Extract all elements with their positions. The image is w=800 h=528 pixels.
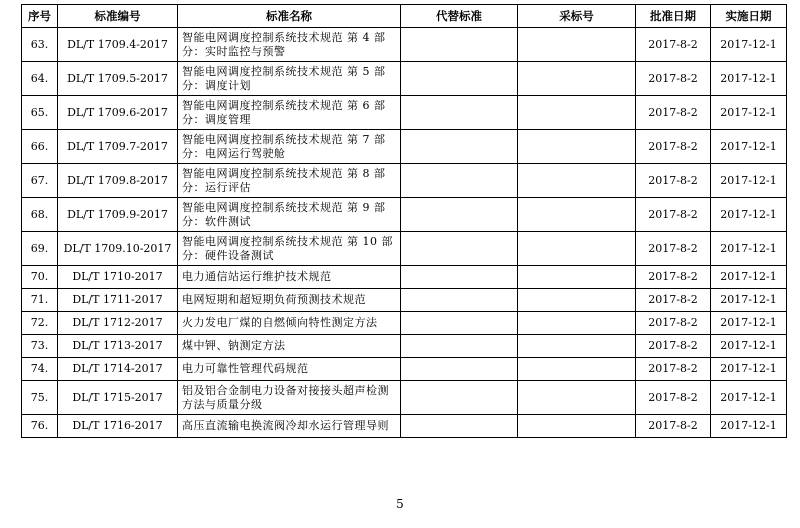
header-name: 标准名称 — [178, 5, 401, 28]
cell-code: DL/T 1709.9-2017 — [58, 198, 178, 232]
cell-code: DL/T 1709.5-2017 — [58, 62, 178, 96]
name-line-1: 智能电网调度控制系统技术规范 第 9 部 — [182, 200, 386, 214]
cell-seq: 74. — [22, 358, 58, 381]
cell-code: DL/T 1715-2017 — [58, 381, 178, 415]
cell-implement-date: 2017-12-1 — [711, 381, 787, 415]
cell-code: DL/T 1714-2017 — [58, 358, 178, 381]
cell-replace — [401, 289, 518, 312]
name-line-1: 高压直流输电换流阀冷却水运行管理导则 — [182, 419, 389, 432]
cell-code: DL/T 1709.8-2017 — [58, 164, 178, 198]
cell-adopt — [518, 358, 636, 381]
table-row — [22, 312, 787, 335]
name-line-1: 智能电网调度控制系统技术规范 第 4 部 — [182, 30, 386, 44]
name-line-2: 方法与质量分级 — [182, 397, 263, 411]
standards-table — [21, 4, 787, 438]
cell-seq: 65. — [22, 96, 58, 130]
cell-code: DL/T 1716-2017 — [58, 415, 178, 438]
cell-implement-date: 2017-12-1 — [711, 266, 787, 289]
cell-replace — [401, 312, 518, 335]
cell-replace — [401, 266, 518, 289]
cell-name — [178, 198, 401, 232]
name-line-2: 分：电网运行驾驶舱 — [182, 146, 286, 160]
cell-seq: 72. — [22, 312, 58, 335]
header-approve-date: 批准日期 — [636, 5, 711, 28]
cell-code: DL/T 1709.10-2017 — [58, 232, 178, 266]
cell-adopt — [518, 130, 636, 164]
cell-approve-date: 2017-8-2 — [636, 130, 711, 164]
table-row — [22, 164, 787, 198]
cell-seq: 71. — [22, 289, 58, 312]
table-row — [22, 198, 787, 232]
cell-approve-date: 2017-8-2 — [636, 335, 711, 358]
cell-implement-date: 2017-12-1 — [711, 164, 787, 198]
table-row — [22, 232, 787, 266]
cell-implement-date: 2017-12-1 — [711, 28, 787, 62]
cell-seq: 76. — [22, 415, 58, 438]
cell-name — [178, 130, 401, 164]
table-row — [22, 62, 787, 96]
name-line-1: 电网短期和超短期负荷预测技术规范 — [182, 293, 366, 306]
table-row — [22, 415, 787, 438]
cell-seq: 73. — [22, 335, 58, 358]
cell-approve-date: 2017-8-2 — [636, 28, 711, 62]
cell-approve-date: 2017-8-2 — [636, 96, 711, 130]
cell-adopt — [518, 96, 636, 130]
cell-name — [178, 266, 401, 289]
cell-code: DL/T 1709.6-2017 — [58, 96, 178, 130]
cell-approve-date: 2017-8-2 — [636, 312, 711, 335]
name-line-2: 分：实时监控与预警 — [182, 44, 286, 58]
cell-replace — [401, 62, 518, 96]
cell-implement-date: 2017-12-1 — [711, 415, 787, 438]
cell-seq: 63. — [22, 28, 58, 62]
table-row — [22, 335, 787, 358]
name-line-1: 智能电网调度控制系统技术规范 第 10 部 — [182, 234, 393, 248]
cell-replace — [401, 358, 518, 381]
table-row — [22, 130, 787, 164]
cell-replace — [401, 198, 518, 232]
name-line-1: 火力发电厂煤的自燃倾向特性测定方法 — [182, 316, 378, 329]
cell-implement-date: 2017-12-1 — [711, 62, 787, 96]
cell-approve-date: 2017-8-2 — [636, 358, 711, 381]
header-code: 标准编号 — [58, 5, 178, 28]
cell-name — [178, 358, 401, 381]
cell-approve-date: 2017-8-2 — [636, 415, 711, 438]
table-row — [22, 28, 787, 62]
name-line-2: 分：调度管理 — [182, 112, 251, 126]
name-line-1: 智能电网调度控制系统技术规范 第 6 部 — [182, 98, 386, 112]
cell-replace — [401, 96, 518, 130]
cell-name — [178, 28, 401, 62]
name-line-2: 分：运行评估 — [182, 180, 251, 194]
cell-code: DL/T 1712-2017 — [58, 312, 178, 335]
name-line-2: 分：硬件设备测试 — [182, 248, 274, 262]
name-line-1: 智能电网调度控制系统技术规范 第 5 部 — [182, 64, 386, 78]
cell-approve-date: 2017-8-2 — [636, 381, 711, 415]
header-implement-date: 实施日期 — [711, 5, 787, 28]
cell-adopt — [518, 312, 636, 335]
cell-implement-date: 2017-12-1 — [711, 96, 787, 130]
name-line-1: 电力可靠性管理代码规范 — [182, 362, 309, 375]
name-line-2: 分：调度计划 — [182, 78, 251, 92]
cell-seq: 66. — [22, 130, 58, 164]
cell-replace — [401, 415, 518, 438]
cell-implement-date: 2017-12-1 — [711, 198, 787, 232]
name-line-1: 智能电网调度控制系统技术规范 第 8 部 — [182, 166, 386, 180]
cell-seq: 67. — [22, 164, 58, 198]
name-line-1: 铝及铝合金制电力设备对接接头超声检测 — [182, 383, 389, 397]
cell-replace — [401, 232, 518, 266]
cell-replace — [401, 28, 518, 62]
cell-implement-date: 2017-12-1 — [711, 289, 787, 312]
cell-approve-date: 2017-8-2 — [636, 164, 711, 198]
cell-name — [178, 381, 401, 415]
cell-seq: 70. — [22, 266, 58, 289]
cell-replace — [401, 335, 518, 358]
cell-code: DL/T 1710-2017 — [58, 266, 178, 289]
cell-adopt — [518, 381, 636, 415]
cell-seq: 69. — [22, 232, 58, 266]
cell-approve-date: 2017-8-2 — [636, 289, 711, 312]
cell-code: DL/T 1711-2017 — [58, 289, 178, 312]
name-line-1: 智能电网调度控制系统技术规范 第 7 部 — [182, 132, 386, 146]
cell-code: DL/T 1709.4-2017 — [58, 28, 178, 62]
cell-seq: 64. — [22, 62, 58, 96]
cell-seq: 68. — [22, 198, 58, 232]
cell-name — [178, 415, 401, 438]
cell-name — [178, 335, 401, 358]
cell-code: DL/T 1713-2017 — [58, 335, 178, 358]
cell-replace — [401, 130, 518, 164]
page-number: 5 — [396, 497, 404, 511]
cell-implement-date: 2017-12-1 — [711, 130, 787, 164]
cell-adopt — [518, 289, 636, 312]
cell-name — [178, 232, 401, 266]
table-body — [22, 28, 787, 438]
cell-replace — [401, 381, 518, 415]
cell-adopt — [518, 198, 636, 232]
cell-adopt — [518, 28, 636, 62]
cell-replace — [401, 164, 518, 198]
cell-adopt — [518, 415, 636, 438]
cell-adopt — [518, 266, 636, 289]
cell-implement-date: 2017-12-1 — [711, 232, 787, 266]
cell-seq: 75. — [22, 381, 58, 415]
table-row — [22, 266, 787, 289]
table-row — [22, 289, 787, 312]
cell-name — [178, 312, 401, 335]
cell-name — [178, 62, 401, 96]
cell-code: DL/T 1709.7-2017 — [58, 130, 178, 164]
cell-implement-date: 2017-12-1 — [711, 335, 787, 358]
cell-adopt — [518, 62, 636, 96]
name-line-1: 电力通信站运行维护技术规范 — [182, 270, 332, 283]
cell-approve-date: 2017-8-2 — [636, 266, 711, 289]
cell-approve-date: 2017-8-2 — [636, 62, 711, 96]
name-line-1: 煤中钾、钠测定方法 — [182, 339, 286, 352]
header-replace: 代替标准 — [401, 5, 518, 28]
cell-implement-date: 2017-12-1 — [711, 358, 787, 381]
cell-name — [178, 164, 401, 198]
header-seq: 序号 — [22, 5, 58, 28]
cell-name — [178, 96, 401, 130]
cell-adopt — [518, 164, 636, 198]
cell-approve-date: 2017-8-2 — [636, 232, 711, 266]
cell-implement-date: 2017-12-1 — [711, 312, 787, 335]
header-adopt: 采标号 — [518, 5, 636, 28]
table-row — [22, 381, 787, 415]
table-row — [22, 358, 787, 381]
table-header-row — [22, 5, 787, 28]
cell-adopt — [518, 232, 636, 266]
table-row — [22, 96, 787, 130]
cell-adopt — [518, 335, 636, 358]
name-line-2: 分：软件测试 — [182, 214, 251, 228]
cell-approve-date: 2017-8-2 — [636, 198, 711, 232]
cell-name — [178, 289, 401, 312]
